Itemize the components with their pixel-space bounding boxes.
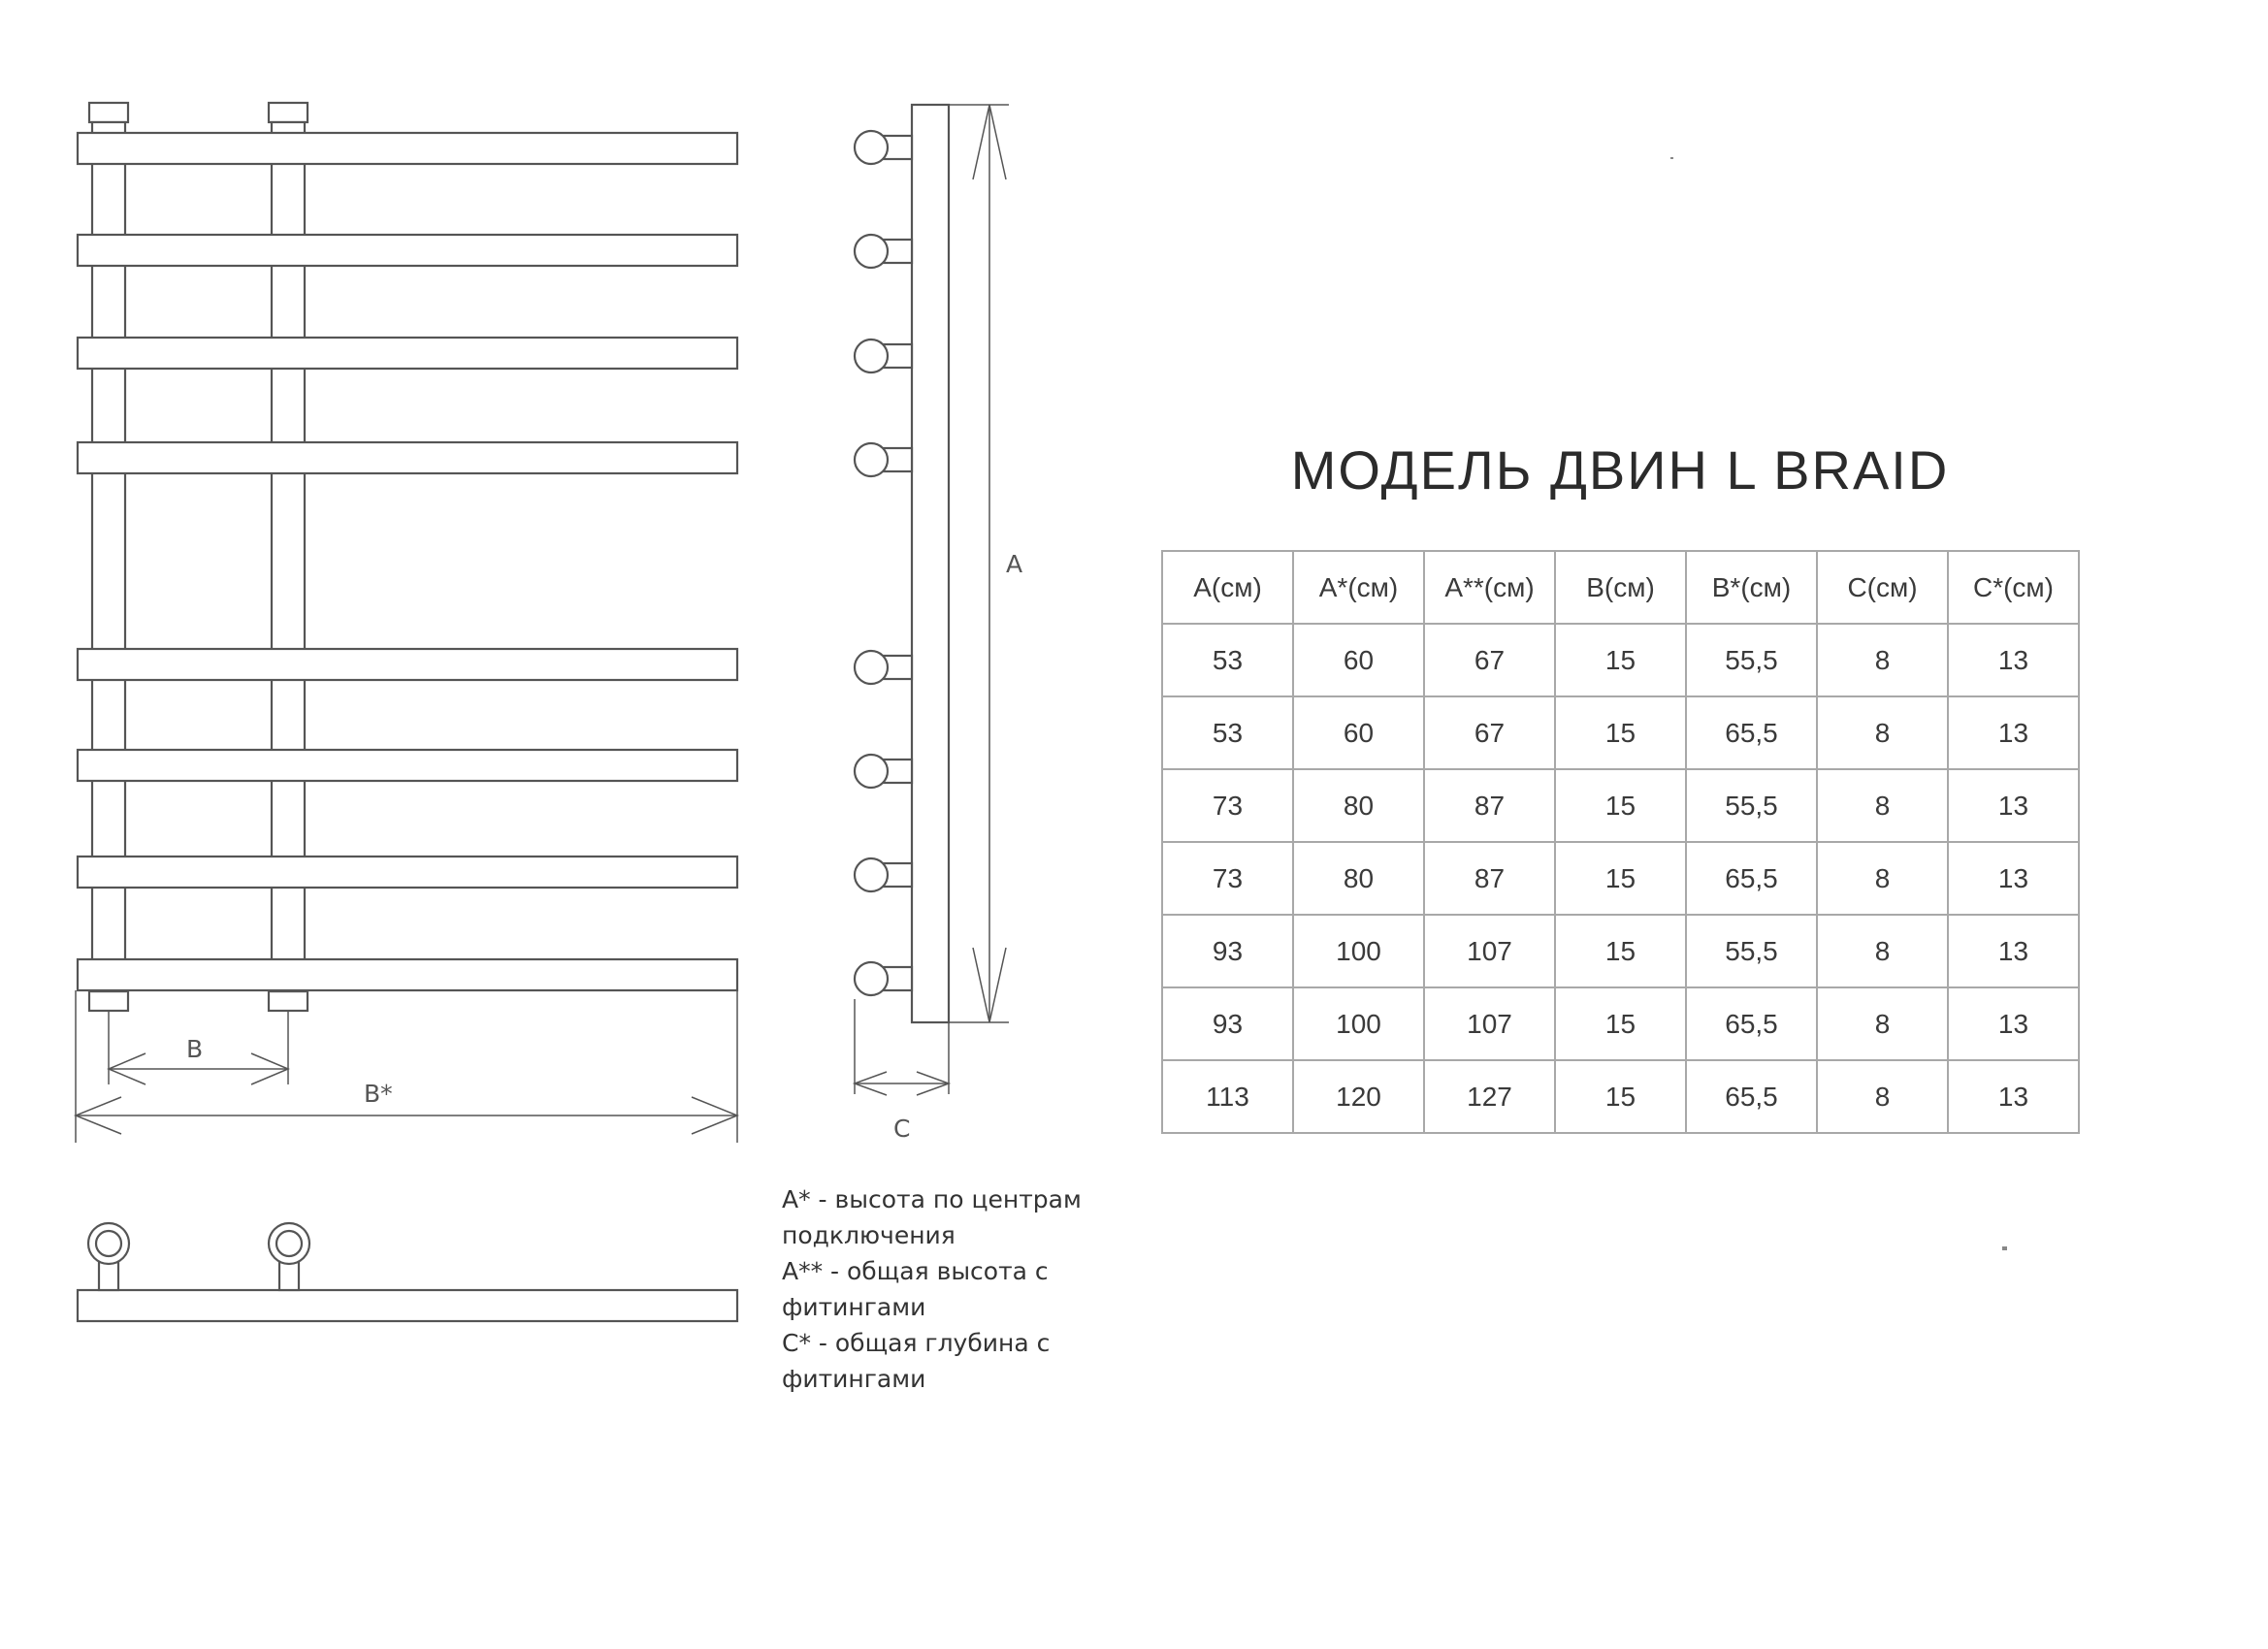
table-cell: 107	[1424, 987, 1555, 1060]
dimension-b-star-line	[76, 1097, 737, 1134]
table-cell: 55,5	[1686, 769, 1817, 842]
table-cell: 113	[1162, 1060, 1293, 1133]
left-riser-bottom-cap	[89, 991, 128, 1011]
top-view-connector	[88, 1223, 129, 1264]
table-cell: 65,5	[1686, 1060, 1817, 1133]
table-cell: 127	[1424, 1060, 1555, 1133]
table-cell: 13	[1948, 915, 2079, 987]
table-cell: 15	[1555, 842, 1686, 915]
top-view	[78, 1223, 737, 1321]
table-cell: 8	[1817, 842, 1948, 915]
legend-line: подключения	[782, 1221, 956, 1249]
table-cell: 15	[1555, 915, 1686, 987]
horizontal-bar	[78, 959, 737, 990]
side-riser	[912, 105, 949, 1022]
table-cell: 60	[1293, 624, 1424, 696]
header-cell: A**(см)	[1424, 551, 1555, 624]
horizontal-bars	[78, 133, 737, 990]
table-cell: 15	[1555, 696, 1686, 769]
table-cell: 100	[1293, 915, 1424, 987]
horizontal-bar	[78, 235, 737, 266]
header-cell: C*(см)	[1948, 551, 2079, 624]
dimension-b-star-label: B*	[364, 1080, 393, 1108]
table-cell: 73	[1162, 842, 1293, 915]
legend-line: A** - общая высота с	[782, 1257, 1049, 1285]
header-cell: A(см)	[1162, 551, 1293, 624]
legend-line: фитингами	[782, 1293, 926, 1321]
model-title: МОДЕЛЬ ДВИН L BRAID	[1290, 439, 1950, 501]
table-cell: 8	[1817, 624, 1948, 696]
table-cell: 87	[1424, 842, 1555, 915]
table-cell: 93	[1162, 915, 1293, 987]
header-cell: B*(см)	[1686, 551, 1817, 624]
scan-speck	[1670, 157, 1673, 159]
legend-line: фитингами	[782, 1365, 926, 1393]
legend-line: C* - общая глубина с	[782, 1329, 1051, 1357]
horizontal-bar	[78, 442, 737, 473]
table-cell: 15	[1555, 624, 1686, 696]
dimension-a-label: A	[1006, 550, 1023, 578]
table-cell: 87	[1424, 769, 1555, 842]
table-cell: 55,5	[1686, 915, 1817, 987]
table-cell: 8	[1817, 987, 1948, 1060]
horizontal-bar	[78, 649, 737, 680]
horizontal-bar	[78, 750, 737, 781]
table-row	[1162, 769, 2079, 842]
table-cell: 55,5	[1686, 624, 1817, 696]
front-view	[76, 103, 737, 1143]
table-cell: 13	[1948, 769, 2079, 842]
table-cell: 107	[1424, 915, 1555, 987]
table-row	[1162, 842, 2079, 915]
table-cell: 65,5	[1686, 696, 1817, 769]
horizontal-bar	[78, 857, 737, 888]
side-view	[855, 105, 1009, 1095]
table-cell: 73	[1162, 769, 1293, 842]
table-cell: 8	[1817, 696, 1948, 769]
table-row	[1162, 915, 2079, 987]
table-header-row	[1162, 551, 2079, 624]
table-cell: 15	[1555, 1060, 1686, 1133]
table-cell: 67	[1424, 696, 1555, 769]
table-cell: 80	[1293, 769, 1424, 842]
header-cell: C(см)	[1817, 551, 1948, 624]
side-connectors	[855, 131, 912, 995]
right-riser-bottom-cap	[269, 991, 308, 1011]
table-cell: 8	[1817, 769, 1948, 842]
table-cell: 8	[1817, 915, 1948, 987]
header-cell: B(см)	[1555, 551, 1686, 624]
specs-table	[1161, 550, 2080, 1134]
table-cell: 13	[1948, 842, 2079, 915]
top-view-connector	[269, 1223, 309, 1264]
table-cell: 53	[1162, 624, 1293, 696]
horizontal-bar	[78, 133, 737, 164]
header-cell: A*(см)	[1293, 551, 1424, 624]
table-cell: 65,5	[1686, 987, 1817, 1060]
table-row	[1162, 624, 2079, 696]
table-cell: 80	[1293, 842, 1424, 915]
table-cell: 120	[1293, 1060, 1424, 1133]
scan-speck	[2002, 1246, 2007, 1250]
legend-notes	[782, 1181, 1189, 1397]
right-riser-top-cap	[269, 103, 308, 122]
table-cell: 8	[1817, 1060, 1948, 1133]
table-cell: 13	[1948, 1060, 2079, 1133]
table-cell: 100	[1293, 987, 1424, 1060]
top-view-bar	[78, 1290, 737, 1321]
table-cell: 13	[1948, 696, 2079, 769]
table-row	[1162, 1060, 2079, 1133]
horizontal-bar	[78, 338, 737, 369]
table-cell: 15	[1555, 987, 1686, 1060]
table-cell: 53	[1162, 696, 1293, 769]
table-row	[1162, 987, 2079, 1060]
table-cell: 93	[1162, 987, 1293, 1060]
left-riser-top-cap	[89, 103, 128, 122]
table-cell: 13	[1948, 987, 2079, 1060]
table-cell: 67	[1424, 624, 1555, 696]
legend-line: A* - высота по центрам	[782, 1185, 1082, 1213]
dimension-a-line	[949, 105, 1009, 1022]
table-cell: 60	[1293, 696, 1424, 769]
table-row	[1162, 696, 2079, 769]
dimension-c-label: C	[893, 1115, 911, 1143]
table-cell: 65,5	[1686, 842, 1817, 915]
table-cell: 15	[1555, 769, 1686, 842]
table-cell: 13	[1948, 624, 2079, 696]
dimension-b-label: B	[186, 1035, 204, 1063]
